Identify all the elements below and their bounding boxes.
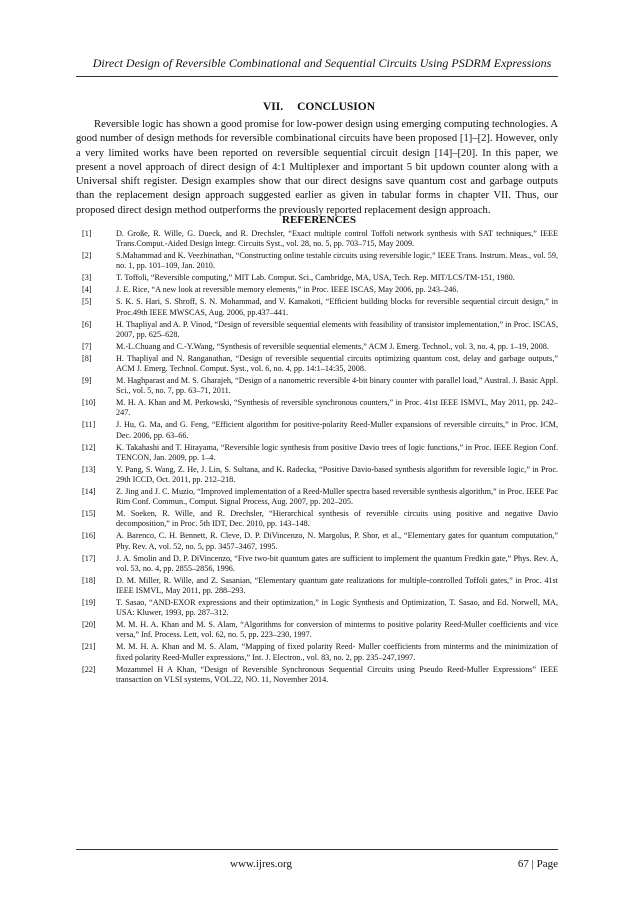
reference-text: A. Barenco, C. H. Bennett, R. Cleve, D. P. DiVincenzo, N. Margolus, P. Shor, et al., “Elementary gates for quantum computation,” Phy. Rev. A, vol. 52, no. 5, pp. 3457–3467, 1995.: [116, 531, 558, 551]
reference-text: S.Mahammad and K. Veezhinathan, “Constructing online testable circuits using reversible logic,” IEEE Trans. Instrum. Meas., vol. 59, no. 1, pp. 101–109, Jan. 2010.: [116, 251, 558, 271]
reference-text: Mozammel H A Khan, “Design of Reversible Synchronous Sequential Circuits using Pseudo Reed-Muller Expressions” IEEE transaction on VLSI systems, VOL.22, NO. 11, November 2014.: [116, 664, 558, 684]
reference-item: [82, 554, 558, 574]
reference-text: T. Toffoli, “Reversible computing,” MIT Lab. Comput. Sci., Cambridge, MA, USA, Tech. Rep. MIT/LCS/TM-151, 1980.: [116, 273, 515, 283]
reference-number: [1]: [82, 229, 92, 238]
reference-item: [82, 598, 558, 618]
reference-number: [15]: [82, 509, 96, 519]
reference-number: [17]: [82, 553, 96, 563]
reference-text: Z. Jing and J. C. Muzio, “Improved implementation of a Reed-Muller spectra based reversible synthesis algorithm,” in Proc. IEEE Pac Rim Conf. Commun., Comput. Signal Process, Aug. 2007, pp. 202–205.: [116, 487, 558, 507]
reference-number: [10]: [82, 398, 96, 408]
reference-text: M. Soeken, R. Wille, and R. Drechsler, “Hierarchical synthesis of reversible circuits using positive and negative Davio decomposition,” in Proc. 5th IDT, Dec. 2010, pp. 143–148.: [116, 509, 558, 529]
reference-text: J. A. Smolin and D. P. DiVincenzo, “Five two-bit quantum gates are sufficient to implement the quantum Fredkin gate,” Phys. Rev. A, vol. 53, no. 4, pp. 2855–2856, 1996.: [116, 553, 558, 573]
reference-number: [12]: [82, 442, 96, 452]
reference-item: [82, 620, 558, 640]
reference-number: [7]: [82, 341, 92, 351]
reference-number: [3]: [82, 273, 92, 283]
reference-text: T. Sasao, “AND-EXOR expressions and their optimization,” in Logic Synthesis and Optimization, T. Sasao, and Ed. Norwell, MA, USA: Kluwer, 1993, pp. 287–312.: [116, 598, 558, 618]
reference-text: J. Hu, G. Ma, and G. Feng, “Efficient algorithm for positive-polarity Reed-Muller expansions of reversible circuits,” in Proc. ICM, Dec. 2006, pp. 63–66.: [116, 420, 558, 440]
footer-page-number: 67 | Page: [517, 858, 558, 870]
section-number: VII.: [262, 101, 284, 113]
reference-item: [82, 531, 558, 551]
reference-number: [4]: [82, 285, 92, 295]
header-rule: [76, 76, 558, 77]
reference-item: [82, 376, 558, 396]
reference-item: [82, 398, 558, 418]
reference-number: [9]: [82, 376, 92, 386]
reference-item: [82, 465, 558, 485]
reference-item: [82, 642, 558, 662]
reference-item: [82, 273, 558, 283]
reference-item: [82, 251, 558, 271]
reference-text: Y. Pang, S. Wang, Z. He, J. Lin, S. Sultana, and K. Radecka, “Positive Davio-based synthesis algorithm for reversible logic,” in Proc. 29th ICCD, Oct. 2011, pp. 212–218.: [116, 464, 558, 485]
reference-number: [2]: [82, 251, 92, 261]
references-heading: REFERENCES: [282, 214, 356, 226]
reference-number: [6]: [82, 319, 92, 329]
reference-item: [82, 443, 558, 463]
reference-number: [11]: [82, 420, 96, 430]
reference-number: [8]: [82, 353, 92, 363]
reference-number: [22]: [82, 664, 96, 674]
reference-item: [82, 420, 558, 440]
reference-text: H. Thapliyal and A. P. Vinod, “Design of reversible sequential elements with feasibility of transistor implementation,” in Proc. ISCAS, 2007, pp. 625–628.: [116, 319, 558, 339]
references-list: [82, 229, 558, 687]
reference-item: [82, 354, 558, 374]
reference-item: [82, 509, 558, 529]
reference-text: J. E. Rice, “A new look at reversible memory elements,” in Proc. IEEE ISCAS, May 2006, pp. 243–246.: [116, 285, 459, 295]
reference-number: [13]: [82, 464, 96, 474]
reference-text: K. Takahashi and T. Hirayama, “Reversible logic synthesis from positive Davio trees of logic functions,” in Proc. IEEE Region Conf. TENCON, Jan. 2009, pp. 1–4.: [116, 442, 558, 462]
reference-item: [82, 297, 558, 317]
reference-number: [18]: [82, 575, 96, 585]
conclusion-paragraph: Reversible logic has shown a good promise for low-power design using emerging computing technologies. A good number of design methods for reversible combinational circuits have been proposed [1]–[2]. However, only a very limited works have been reported on reversible sequential circuit design [14]–[20]. In this paper, we present a novel approach of direct design of 4:1 Multiplexer and important 5 bit updown counter along with a Universal shift register. Design examples show that our direct designs save quantum cost and garbage outputs than the replacement design approach suggested earlier as given in tabular forms in chapter VII. Thus, our proposed direct design method outperforms the previously reported replacement design approach.: [76, 119, 558, 216]
reference-text: M.-L.Chuang and C.-Y.Wang, “Synthesis of reversible sequential elements,” ACM J. Emerg. Technol., vol. 3, no. 4, pp. 1–19, 2008.: [116, 341, 549, 351]
reference-text: S. K. S. Hari, S. Shroff, S. N. Mohammad, and V. Kamakoti, “Efficient building blocks for reversible sequential circuit design,” in Proc.49th IEEE MWSCAS, Aug. 2006, pp.437–441.: [116, 297, 558, 317]
reference-number: [5]: [82, 297, 92, 307]
section-title: CONCLUSION: [297, 101, 376, 113]
reference-number: [19]: [82, 598, 96, 608]
reference-item: [82, 487, 558, 507]
footer-rule: [76, 849, 558, 850]
running-head: Direct Design of Reversible Combinational and Sequential Circuits Using PSDRM Expressions: [92, 56, 552, 70]
reference-item: [82, 229, 558, 249]
section-heading: [0, 101, 638, 113]
reference-number: [20]: [82, 620, 96, 630]
reference-number: [14]: [82, 487, 96, 497]
reference-item: [82, 285, 558, 295]
reference-text: D. Große, R. Wille, G. Dueck, and R. Drechsler, “Exact multiple control Toffoli network synthesis with SAT techniques,” IEEE Trans.Comput.-Aided Design Integr. Circuits Syst., vol. 28, no. 5, pp. 703–715, May 2009.: [116, 229, 558, 249]
reference-number: [16]: [82, 531, 96, 541]
footer-site: www.ijres.org: [230, 858, 293, 870]
reference-text: M. H. A. Khan and M. Perkowski, “Synthesis of reversible synchronous counters,” in Proc. 41st IEEE ISMVL, May 2011, pp. 242–247.: [116, 398, 558, 418]
reference-text: M. M. H. A. Khan and M. S. Alam, “Mapping of fixed polarity Reed- Muller coefficients from minterms and the minimization of fixed polarity Reed-Muller expressions,” Int. J. Electron., vol. 83, no. 2, pp. 235–247,1997.: [116, 642, 558, 662]
reference-text: D. M. Miller, R. Wille, and Z. Sasanian, “Elementary quantum gate realizations for multiple-controlled Toffoli gates,” in Proc. 41st IEEE ISMVL, May 2011, pp. 288–293.: [116, 575, 558, 596]
reference-text: H. Thapliyal and N. Ranganathan, “Design of reversible sequential circuits optimizing quantum cost, delay and garbage outputs,” ACM J. Emerg. Technol. Comput. Syst., vol. 6, no. 4, pp. 14:1–14:35, 2008.: [116, 353, 558, 374]
reference-text: M. Haghparast and M. S. Gharajeh, “Design of a nanometric reversible 4-bit binary counter with parallel load,” Austral. J. Basic Appl. Sci., vol. 5, no. 7, pp. 63–71, 2011.: [116, 376, 558, 396]
reference-item: [82, 342, 558, 352]
reference-item: [82, 576, 558, 596]
reference-item: [82, 665, 558, 685]
reference-item: [82, 320, 558, 340]
reference-number: [21]: [82, 642, 96, 652]
reference-text: M. M. H. A. Khan and M. S. Alam, “Algorithms for conversion of minterms to positive polarity Reed-Muller coefficients and vice versa,” Inf. Process. Lett, vol. 62, no. 5, pp. 223–230, 1997.: [116, 620, 558, 640]
